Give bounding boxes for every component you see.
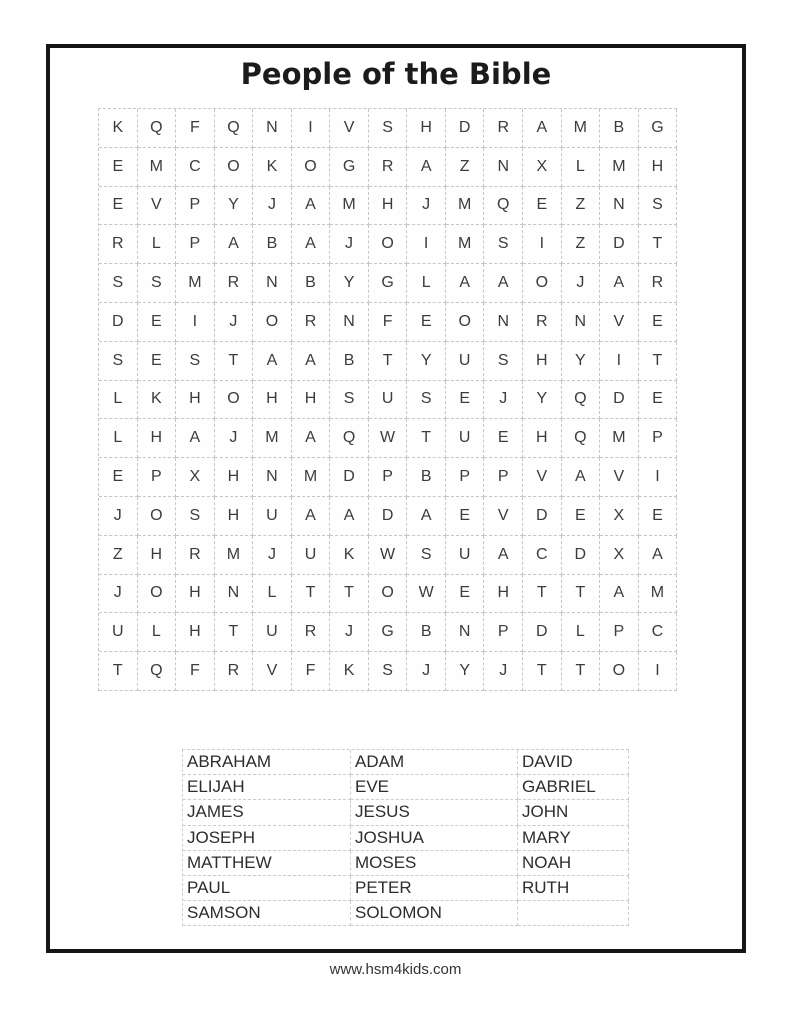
grid-cell-r9c1: L: [99, 419, 138, 458]
grid-cell-r3c1: E: [99, 187, 138, 226]
grid-cell-r7c11: S: [484, 342, 523, 381]
grid-cell-r12c8: W: [369, 536, 408, 575]
grid-cell-r8c11: J: [484, 381, 523, 420]
grid-cell-r9c12: H: [523, 419, 562, 458]
grid-cell-r6c8: F: [369, 303, 408, 342]
grid-cell-r2c3: C: [176, 148, 215, 187]
word-list-cell: JESUS: [351, 800, 518, 825]
page-title: People of the Bible: [240, 57, 552, 91]
grid-cell-r6c15: E: [639, 303, 678, 342]
grid-cell-r12c6: U: [292, 536, 331, 575]
word-search-grid: [98, 108, 677, 691]
grid-cell-r12c3: R: [176, 536, 215, 575]
grid-cell-r11c11: V: [484, 497, 523, 536]
grid-cell-r6c2: E: [138, 303, 177, 342]
grid-cell-r9c4: J: [215, 419, 254, 458]
grid-cell-r5c4: R: [215, 264, 254, 303]
grid-cell-r12c12: C: [523, 536, 562, 575]
grid-cell-r6c4: J: [215, 303, 254, 342]
grid-cell-r14c13: L: [562, 613, 601, 652]
grid-cell-r15c3: F: [176, 652, 215, 691]
grid-cell-r8c10: E: [446, 381, 485, 420]
grid-cell-r14c11: P: [484, 613, 523, 652]
grid-cell-r12c15: A: [639, 536, 678, 575]
word-list-cell: PAUL: [183, 876, 351, 901]
grid-cell-r1c7: V: [330, 109, 369, 148]
grid-cell-r11c14: X: [600, 497, 639, 536]
grid-cell-r6c6: R: [292, 303, 331, 342]
grid-cell-r10c15: I: [639, 458, 678, 497]
grid-cell-r10c14: V: [600, 458, 639, 497]
word-list-cell: PETER: [351, 876, 518, 901]
word-list-cell: ELIJAH: [183, 775, 351, 800]
grid-cell-r2c5: K: [253, 148, 292, 187]
grid-cell-r2c1: E: [99, 148, 138, 187]
grid-cell-r11c5: U: [253, 497, 292, 536]
grid-cell-r12c14: X: [600, 536, 639, 575]
grid-cell-r9c9: T: [407, 419, 446, 458]
grid-cell-r5c9: L: [407, 264, 446, 303]
grid-cell-r5c2: S: [138, 264, 177, 303]
grid-cell-r1c8: S: [369, 109, 408, 148]
grid-cell-r3c2: V: [138, 187, 177, 226]
grid-cell-r15c5: V: [253, 652, 292, 691]
grid-cell-r1c9: H: [407, 109, 446, 148]
grid-cell-r2c12: X: [523, 148, 562, 187]
grid-cell-r2c14: M: [600, 148, 639, 187]
grid-cell-r1c12: A: [523, 109, 562, 148]
grid-cell-r13c10: E: [446, 575, 485, 614]
grid-cell-r2c9: A: [407, 148, 446, 187]
grid-cell-r14c5: U: [253, 613, 292, 652]
grid-cell-r10c3: X: [176, 458, 215, 497]
word-list-table: [182, 749, 629, 926]
grid-cell-r10c4: H: [215, 458, 254, 497]
grid-cell-r10c13: A: [562, 458, 601, 497]
grid-cell-r9c11: E: [484, 419, 523, 458]
word-list-cell: MATTHEW: [183, 851, 351, 876]
grid-cell-r5c7: Y: [330, 264, 369, 303]
grid-cell-r4c7: J: [330, 225, 369, 264]
grid-cell-r6c7: N: [330, 303, 369, 342]
grid-cell-r11c9: A: [407, 497, 446, 536]
grid-cell-r2c4: O: [215, 148, 254, 187]
grid-cell-r6c11: N: [484, 303, 523, 342]
grid-cell-r8c8: U: [369, 381, 408, 420]
grid-cell-r5c1: S: [99, 264, 138, 303]
grid-cell-r4c14: D: [600, 225, 639, 264]
grid-cell-r15c11: J: [484, 652, 523, 691]
grid-cell-r14c10: N: [446, 613, 485, 652]
grid-cell-r2c2: M: [138, 148, 177, 187]
grid-cell-r7c3: S: [176, 342, 215, 381]
word-list-cell: MOSES: [351, 851, 518, 876]
grid-cell-r1c3: F: [176, 109, 215, 148]
grid-cell-r2c15: H: [639, 148, 678, 187]
grid-cell-r12c13: D: [562, 536, 601, 575]
grid-cell-r5c12: O: [523, 264, 562, 303]
grid-cell-r1c6: I: [292, 109, 331, 148]
word-list-cell: JAMES: [183, 800, 351, 825]
grid-cell-r14c1: U: [99, 613, 138, 652]
grid-cell-r7c14: I: [600, 342, 639, 381]
grid-cell-r6c12: R: [523, 303, 562, 342]
grid-cell-r3c4: Y: [215, 187, 254, 226]
grid-cell-r4c2: L: [138, 225, 177, 264]
word-list-cell: NOAH: [518, 851, 629, 876]
grid-cell-r8c7: S: [330, 381, 369, 420]
grid-cell-r2c6: O: [292, 148, 331, 187]
grid-cell-r12c1: Z: [99, 536, 138, 575]
grid-cell-r4c12: I: [523, 225, 562, 264]
grid-cell-r5c5: N: [253, 264, 292, 303]
grid-cell-r10c6: M: [292, 458, 331, 497]
grid-cell-r3c6: A: [292, 187, 331, 226]
grid-cell-r11c13: E: [562, 497, 601, 536]
word-list-cell: [518, 901, 629, 926]
grid-cell-r12c5: J: [253, 536, 292, 575]
grid-cell-r3c14: N: [600, 187, 639, 226]
word-list-cell: DAVID: [518, 750, 629, 775]
grid-cell-r3c10: M: [446, 187, 485, 226]
grid-cell-r9c14: M: [600, 419, 639, 458]
grid-cell-r3c7: M: [330, 187, 369, 226]
grid-cell-r3c9: J: [407, 187, 446, 226]
grid-cell-r13c7: T: [330, 575, 369, 614]
word-list-cell: ABRAHAM: [183, 750, 351, 775]
grid-cell-r7c10: U: [446, 342, 485, 381]
grid-cell-r12c7: K: [330, 536, 369, 575]
grid-cell-r13c13: T: [562, 575, 601, 614]
grid-cell-r6c13: N: [562, 303, 601, 342]
grid-cell-r3c15: S: [639, 187, 678, 226]
word-list-cell: ADAM: [351, 750, 518, 775]
grid-cell-r11c10: E: [446, 497, 485, 536]
grid-cell-r1c1: K: [99, 109, 138, 148]
word-list-cell: SAMSON: [183, 901, 351, 926]
grid-cell-r8c13: Q: [562, 381, 601, 420]
grid-cell-r10c9: B: [407, 458, 446, 497]
grid-cell-r1c2: Q: [138, 109, 177, 148]
grid-cell-r8c2: K: [138, 381, 177, 420]
grid-cell-r11c12: D: [523, 497, 562, 536]
grid-cell-r12c10: U: [446, 536, 485, 575]
grid-cell-r15c2: Q: [138, 652, 177, 691]
grid-cell-r3c3: P: [176, 187, 215, 226]
grid-cell-r7c12: H: [523, 342, 562, 381]
grid-cell-r6c3: I: [176, 303, 215, 342]
grid-cell-r1c11: R: [484, 109, 523, 148]
grid-cell-r12c4: M: [215, 536, 254, 575]
word-list-cell: RUTH: [518, 876, 629, 901]
grid-cell-r6c14: V: [600, 303, 639, 342]
grid-cell-r15c6: F: [292, 652, 331, 691]
grid-cell-r8c4: O: [215, 381, 254, 420]
grid-cell-r1c13: M: [562, 109, 601, 148]
grid-cell-r15c14: O: [600, 652, 639, 691]
grid-cell-r9c10: U: [446, 419, 485, 458]
grid-cell-r3c11: Q: [484, 187, 523, 226]
grid-cell-r3c12: E: [523, 187, 562, 226]
grid-cell-r4c15: T: [639, 225, 678, 264]
grid-cell-r2c7: G: [330, 148, 369, 187]
grid-cell-r4c1: R: [99, 225, 138, 264]
grid-cell-r10c12: V: [523, 458, 562, 497]
word-list-cell: GABRIEL: [518, 775, 629, 800]
grid-cell-r10c8: P: [369, 458, 408, 497]
grid-cell-r9c3: A: [176, 419, 215, 458]
grid-cell-r13c15: M: [639, 575, 678, 614]
grid-cell-r7c9: Y: [407, 342, 446, 381]
grid-cell-r2c13: L: [562, 148, 601, 187]
grid-cell-r12c11: A: [484, 536, 523, 575]
grid-cell-r9c6: A: [292, 419, 331, 458]
grid-cell-r4c8: O: [369, 225, 408, 264]
grid-cell-r9c2: H: [138, 419, 177, 458]
grid-cell-r5c3: M: [176, 264, 215, 303]
grid-cell-r5c10: A: [446, 264, 485, 303]
grid-cell-r2c11: N: [484, 148, 523, 187]
grid-cell-r6c9: E: [407, 303, 446, 342]
grid-cell-r6c10: O: [446, 303, 485, 342]
grid-cell-r13c9: W: [407, 575, 446, 614]
grid-cell-r2c8: R: [369, 148, 408, 187]
grid-cell-r7c7: B: [330, 342, 369, 381]
grid-cell-r11c8: D: [369, 497, 408, 536]
grid-cell-r10c7: D: [330, 458, 369, 497]
grid-cell-r8c12: Y: [523, 381, 562, 420]
grid-cell-r2c10: Z: [446, 148, 485, 187]
grid-cell-r10c10: P: [446, 458, 485, 497]
grid-cell-r3c8: H: [369, 187, 408, 226]
grid-cell-r14c3: H: [176, 613, 215, 652]
grid-cell-r13c11: H: [484, 575, 523, 614]
grid-cell-r1c10: D: [446, 109, 485, 148]
grid-cell-r13c8: O: [369, 575, 408, 614]
grid-cell-r13c4: N: [215, 575, 254, 614]
grid-cell-r15c12: T: [523, 652, 562, 691]
grid-cell-r8c3: H: [176, 381, 215, 420]
grid-cell-r14c14: P: [600, 613, 639, 652]
grid-cell-r4c9: I: [407, 225, 446, 264]
grid-cell-r3c13: Z: [562, 187, 601, 226]
grid-cell-r1c14: B: [600, 109, 639, 148]
grid-cell-r9c15: P: [639, 419, 678, 458]
grid-cell-r6c1: D: [99, 303, 138, 342]
word-list-cell: JOSEPH: [183, 826, 351, 851]
word-list-cell: EVE: [351, 775, 518, 800]
grid-cell-r15c13: T: [562, 652, 601, 691]
grid-cell-r15c1: T: [99, 652, 138, 691]
grid-cell-r14c2: L: [138, 613, 177, 652]
grid-cell-r14c8: G: [369, 613, 408, 652]
grid-cell-r4c5: B: [253, 225, 292, 264]
grid-cell-r4c10: M: [446, 225, 485, 264]
word-list-cell: SOLOMON: [351, 901, 518, 926]
grid-cell-r14c6: R: [292, 613, 331, 652]
grid-cell-r10c1: E: [99, 458, 138, 497]
grid-cell-r7c15: T: [639, 342, 678, 381]
grid-cell-r15c10: Y: [446, 652, 485, 691]
grid-cell-r1c5: N: [253, 109, 292, 148]
grid-cell-r8c1: L: [99, 381, 138, 420]
grid-cell-r13c6: T: [292, 575, 331, 614]
grid-cell-r9c13: Q: [562, 419, 601, 458]
grid-cell-r11c4: H: [215, 497, 254, 536]
grid-cell-r5c8: G: [369, 264, 408, 303]
grid-cell-r1c15: G: [639, 109, 678, 148]
grid-cell-r10c5: N: [253, 458, 292, 497]
grid-cell-r8c15: E: [639, 381, 678, 420]
grid-cell-r4c3: P: [176, 225, 215, 264]
grid-cell-r3c5: J: [253, 187, 292, 226]
grid-cell-r14c4: T: [215, 613, 254, 652]
grid-cell-r14c15: C: [639, 613, 678, 652]
grid-cell-r9c5: M: [253, 419, 292, 458]
grid-cell-r11c3: S: [176, 497, 215, 536]
grid-cell-r15c9: J: [407, 652, 446, 691]
grid-cell-r7c4: T: [215, 342, 254, 381]
grid-cell-r10c11: P: [484, 458, 523, 497]
grid-cell-r10c2: P: [138, 458, 177, 497]
grid-cell-r11c2: O: [138, 497, 177, 536]
grid-cell-r14c9: B: [407, 613, 446, 652]
word-list-cell: MARY: [518, 826, 629, 851]
grid-cell-r11c1: J: [99, 497, 138, 536]
grid-cell-r14c12: D: [523, 613, 562, 652]
grid-cell-r13c3: H: [176, 575, 215, 614]
grid-cell-r7c6: A: [292, 342, 331, 381]
grid-cell-r9c8: W: [369, 419, 408, 458]
grid-cell-r8c14: D: [600, 381, 639, 420]
grid-cell-r7c8: T: [369, 342, 408, 381]
grid-cell-r14c7: J: [330, 613, 369, 652]
grid-cell-r4c4: A: [215, 225, 254, 264]
grid-cell-r13c5: L: [253, 575, 292, 614]
grid-cell-r5c13: J: [562, 264, 601, 303]
grid-cell-r5c6: B: [292, 264, 331, 303]
grid-cell-r11c7: A: [330, 497, 369, 536]
word-list-cell: JOSHUA: [351, 826, 518, 851]
grid-cell-r1c4: Q: [215, 109, 254, 148]
grid-cell-r12c2: H: [138, 536, 177, 575]
grid-cell-r13c2: O: [138, 575, 177, 614]
grid-cell-r13c1: J: [99, 575, 138, 614]
grid-cell-r15c8: S: [369, 652, 408, 691]
grid-cell-r5c11: A: [484, 264, 523, 303]
grid-cell-r5c14: A: [600, 264, 639, 303]
grid-cell-r5c15: R: [639, 264, 678, 303]
grid-cell-r12c9: S: [407, 536, 446, 575]
grid-cell-r15c7: K: [330, 652, 369, 691]
grid-cell-r11c6: A: [292, 497, 331, 536]
grid-cell-r9c7: Q: [330, 419, 369, 458]
grid-cell-r7c2: E: [138, 342, 177, 381]
grid-cell-r4c6: A: [292, 225, 331, 264]
grid-cell-r6c5: O: [253, 303, 292, 342]
grid-cell-r15c15: I: [639, 652, 678, 691]
grid-cell-r8c9: S: [407, 381, 446, 420]
grid-cell-r11c15: E: [639, 497, 678, 536]
grid-cell-r4c11: S: [484, 225, 523, 264]
grid-cell-r8c6: H: [292, 381, 331, 420]
grid-cell-r8c5: H: [253, 381, 292, 420]
grid-cell-r15c4: R: [215, 652, 254, 691]
word-list-cell: JOHN: [518, 800, 629, 825]
grid-cell-r13c12: T: [523, 575, 562, 614]
grid-cell-r7c1: S: [99, 342, 138, 381]
grid-cell-r13c14: A: [600, 575, 639, 614]
footer-url: www.hsm4kids.com: [329, 961, 462, 978]
grid-cell-r7c13: Y: [562, 342, 601, 381]
grid-cell-r7c5: A: [253, 342, 292, 381]
grid-cell-r4c13: Z: [562, 225, 601, 264]
